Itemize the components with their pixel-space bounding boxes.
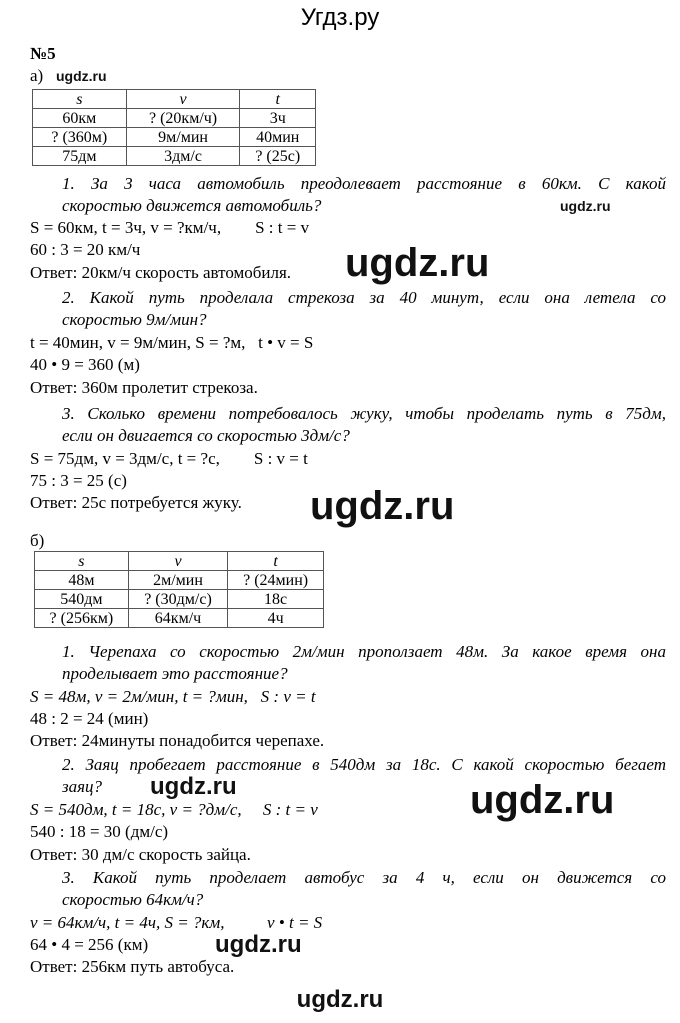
task-given: S = 48м, v = 2м/мин, t = ?мин, S : v = t: [30, 687, 316, 706]
table-a: [32, 89, 316, 166]
part-b-label: б): [30, 531, 45, 550]
table-cell: 18с: [228, 590, 324, 609]
task-given: S = 540дм, t = 18с, v = ?дм/с, S : t = v: [30, 800, 318, 819]
task-calc: 64 • 4 = 256 (км): [30, 935, 149, 954]
header-v: v: [126, 90, 240, 109]
table-cell: ? (25с): [240, 147, 316, 166]
task-given: S = 75дм, v = 3дм/с, t = ?с, S : v = t: [30, 449, 308, 468]
table-cell: 64км/ч: [128, 609, 227, 628]
watermark: ugdz.ru: [310, 484, 455, 528]
task-answer: Ответ: 256км путь автобуса.: [30, 957, 235, 976]
watermark: ugdz.ru: [56, 68, 107, 84]
task-question: 1. За 3 часа автомобиль преодолевает расстояние в 60км. С какой: [62, 174, 666, 193]
table-cell: 2м/мин: [128, 571, 227, 590]
watermark: ugdz.ru: [150, 773, 237, 800]
watermark: ugdz.ru: [345, 241, 490, 285]
table-row: [33, 109, 316, 128]
table-cell: 3дм/с: [126, 147, 240, 166]
task-given: S = 60км, t = 3ч, v = ?км/ч, S : t = v: [30, 218, 310, 237]
task-question: скоростью движется автомобиль?: [62, 196, 322, 215]
table-cell: 9м/мин: [126, 128, 240, 147]
task-given: v = 64км/ч, t = 4ч, S = ?км, v • t = S: [30, 913, 323, 932]
task-question: заяц?: [62, 777, 103, 796]
table-cell: ? (360м): [33, 128, 127, 147]
header-t: t: [228, 552, 324, 571]
table-cell: ? (30дм/с): [128, 590, 227, 609]
task-answer: Ответ: 24минуты понадобится черепахе.: [30, 731, 325, 750]
task-answer: Ответ: 20км/ч скорость автомобиля.: [30, 263, 292, 282]
table-cell: 60км: [33, 109, 127, 128]
table-row: [35, 590, 324, 609]
task-question: скоростью 64км/ч?: [62, 890, 204, 909]
table-cell: 540дм: [35, 590, 129, 609]
task-question: 3. Сколько времени потребовалось жуку, чтобы проделать путь в 75дм,: [62, 404, 666, 423]
table-row: [33, 128, 316, 147]
task-question: 1. Черепаха со скоростью 2м/мин проползает 48м. За какое время она: [62, 642, 666, 661]
table-cell: ? (256км): [35, 609, 129, 628]
task-answer: Ответ: 25с потребуется жуку.: [30, 493, 242, 512]
task-calc: 48 : 2 = 24 (мин): [30, 709, 149, 728]
table-cell: 40мин: [240, 128, 316, 147]
table-cell: 3ч: [240, 109, 316, 128]
task-question: 2. Заяц пробегает расстояние в 540дм за 18с. С какой скоростью бегает: [62, 755, 666, 774]
part-a-label: а): [30, 66, 44, 85]
header-s: s: [35, 552, 129, 571]
table-b: [34, 551, 324, 628]
table-cell: ? (20км/ч): [126, 109, 240, 128]
header-s: s: [33, 90, 127, 109]
table-cell: 75дм: [33, 147, 127, 166]
task-question: если он двигается со скоростью 3дм/с?: [62, 426, 350, 445]
site-header: Угдз.ру: [300, 4, 380, 31]
task-given: t = 40мин, v = 9м/мин, S = ?м, t • v = S: [30, 333, 314, 352]
task-answer: Ответ: 30 дм/с скорость зайца.: [30, 845, 251, 864]
exercise-number: №5: [30, 44, 56, 63]
task-calc: 540 : 18 = 30 (дм/с): [30, 822, 169, 841]
task-question: скоростью 9м/мин?: [62, 310, 207, 329]
watermark: ugdz.ru: [215, 931, 302, 958]
task-question: проделывает это расстояние?: [62, 664, 288, 683]
table-row: [35, 571, 324, 590]
task-calc: 40 • 9 = 360 (м): [30, 355, 140, 374]
table-cell: 4ч: [228, 609, 324, 628]
task-answer: Ответ: 360м пролетит стрекоза.: [30, 378, 258, 397]
table-cell: ? (24мин): [228, 571, 324, 590]
watermark: ugdz.ru: [470, 778, 615, 822]
watermark: ugdz.ru: [560, 198, 611, 214]
table-cell: 48м: [35, 571, 129, 590]
header-v: v: [128, 552, 227, 571]
task-question: 2. Какой путь проделала стрекоза за 40 минут, если она летела со: [62, 288, 666, 307]
task-question: 3. Какой путь проделает автобус за 4 ч, если он движется со: [62, 868, 666, 887]
table-row: [35, 609, 324, 628]
header-t: t: [240, 90, 316, 109]
task-calc: 60 : 3 = 20 км/ч: [30, 240, 141, 259]
table-row: [33, 147, 316, 166]
footer-watermark: ugdz.ru: [296, 986, 384, 1013]
task-calc: 75 : 3 = 25 (с): [30, 471, 127, 490]
